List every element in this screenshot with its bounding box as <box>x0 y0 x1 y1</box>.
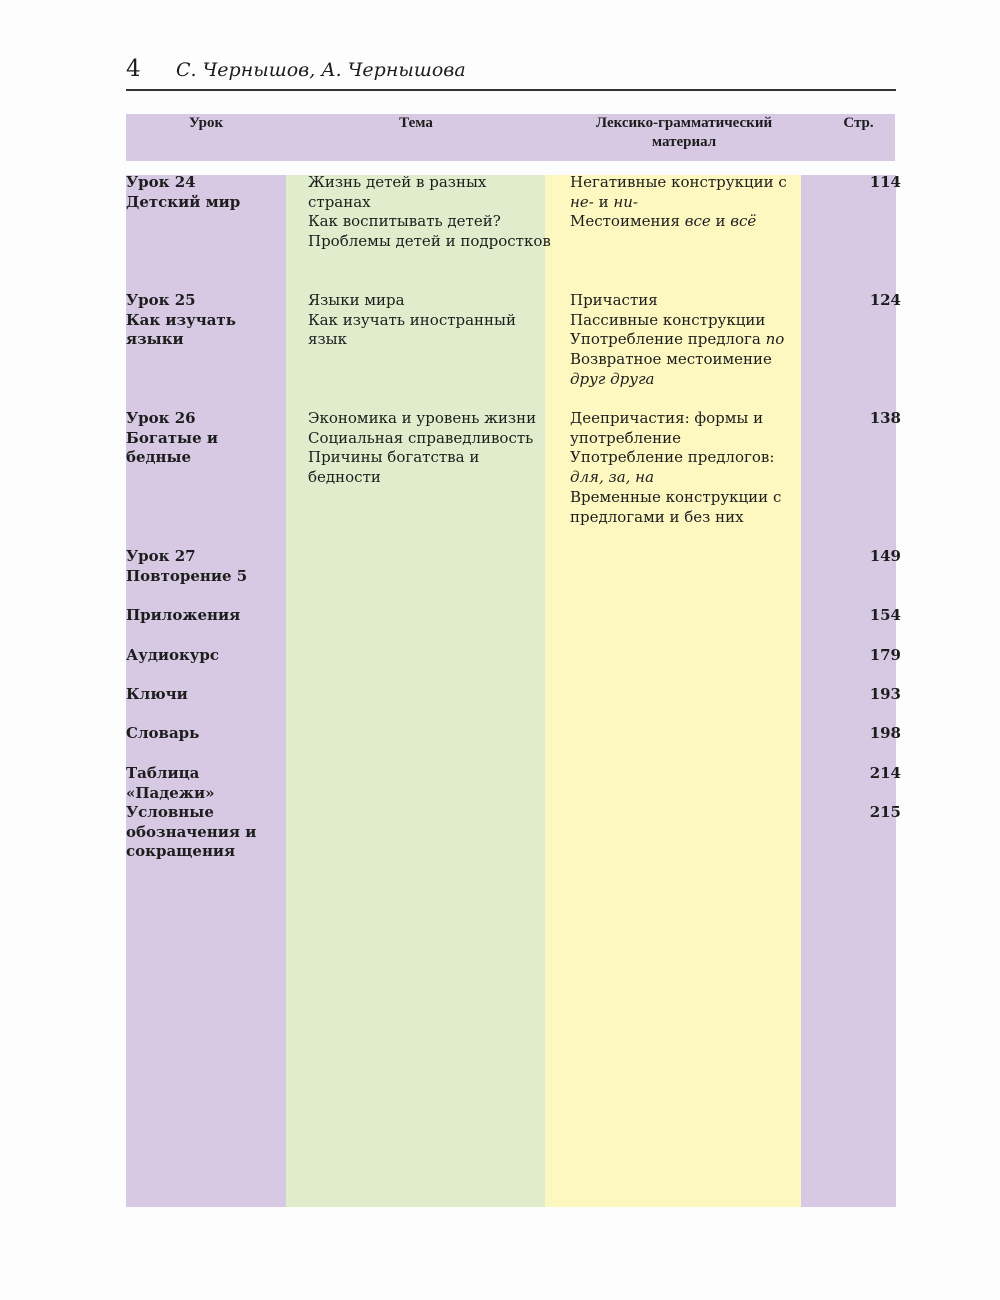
material-line <box>570 193 820 213</box>
material-line: Деепричастия: формы и <box>570 409 764 427</box>
material-text: и <box>593 192 614 211</box>
material-line: употребление <box>570 428 681 447</box>
topic-line: язык <box>308 330 347 349</box>
lesson-number: Урок 27 <box>126 547 196 565</box>
material-text: Местоимения <box>570 212 685 231</box>
section-title: Таблица «Падежи» <box>126 764 215 802</box>
column-header-lesson: Урок <box>188 115 224 131</box>
topic-cell <box>308 409 553 488</box>
material-cell <box>570 409 820 527</box>
column-header-material-line: Лексико-грамматический <box>595 115 773 131</box>
topic-cell <box>308 291 553 350</box>
lesson-cell <box>126 409 286 468</box>
page-number-cell: 215 <box>869 803 901 821</box>
topic-line: Социальная справедливость <box>308 428 534 447</box>
topic-line: Причины богатства и <box>308 448 480 467</box>
page-number: 4 <box>126 56 141 82</box>
material-line <box>570 370 820 390</box>
page-number-cell: 138 <box>869 409 901 427</box>
section-title-line: обозначения и <box>126 822 257 841</box>
topic-line: бедности <box>308 468 381 487</box>
header-rule <box>126 89 896 91</box>
material-line: Возвратное местоимение <box>570 350 772 369</box>
material-cell <box>570 173 820 232</box>
material-term: для, за, на <box>570 468 655 487</box>
topic-line: Как изучать иностранный <box>308 310 516 329</box>
page-number-cell: 179 <box>869 646 901 664</box>
material-line: Негативные конструкции с <box>570 173 787 191</box>
page-number-cell: 193 <box>869 685 901 703</box>
lesson-number: Урок 24 <box>126 173 196 191</box>
material-line: Причастия <box>570 291 658 309</box>
section-title-line: сокращения <box>126 842 236 861</box>
section-title: Аудиокурс <box>126 646 220 664</box>
lesson-title: Детский мир <box>126 192 241 211</box>
page-number-cell: 154 <box>869 606 901 624</box>
topic-line: Как воспитывать детей? <box>308 212 501 231</box>
material-line: Временные конструкции с <box>570 487 782 506</box>
material-cell <box>570 291 820 390</box>
lesson-title: Богатые и бедные <box>126 428 218 467</box>
material-text: Употребление предлога <box>570 330 766 349</box>
lesson-cell <box>126 547 286 586</box>
page-header <box>126 56 896 86</box>
column-header-material-line: материал <box>651 134 717 150</box>
topic-line: Жизнь детей в разных <box>308 173 487 191</box>
section-title-line: Условные <box>126 803 214 821</box>
material-term: всё <box>730 212 757 231</box>
authors: С. Чернышов, А. Чернышова <box>176 59 466 81</box>
table-header <box>126 114 895 161</box>
lesson-title: Как изучать языки <box>126 310 236 349</box>
section-title: Приложения <box>126 606 241 624</box>
topic-line: странах <box>308 192 371 211</box>
material-term: друг друга <box>570 369 655 388</box>
material-term: ни- <box>613 192 638 211</box>
page-number-cell: 214 <box>869 764 901 782</box>
material-term: все <box>684 212 711 231</box>
material-line <box>570 468 820 488</box>
page-number-cell: 198 <box>869 724 901 742</box>
section-title: Ключи <box>126 685 188 703</box>
lesson-number: Урок 26 <box>126 409 196 427</box>
column-header-topic: Тема <box>399 115 433 131</box>
column-header-page: Стр. <box>843 115 874 131</box>
material-term: по <box>765 330 785 349</box>
lesson-number: Урок 25 <box>126 291 196 309</box>
topic-line: Проблемы детей и подростков <box>308 232 551 251</box>
material-term: не- <box>570 192 594 211</box>
page-number-cell: 114 <box>869 173 901 191</box>
lesson-cell <box>126 291 286 350</box>
topic-line: Языки мира <box>308 291 405 309</box>
topic-cell <box>308 173 553 252</box>
lesson-title: Повторение 5 <box>126 566 248 585</box>
topic-line: Экономика и уровень жизни <box>308 409 537 427</box>
section-title <box>126 803 286 862</box>
section-title: Словарь <box>126 724 200 742</box>
page-number-cell: 149 <box>869 547 901 565</box>
lesson-cell <box>126 173 286 212</box>
material-line <box>570 212 820 232</box>
page-number-cell: 124 <box>869 291 901 309</box>
material-line <box>570 330 820 350</box>
column-header-material <box>546 114 822 152</box>
material-line: Пассивные конструкции <box>570 310 766 329</box>
material-text: и <box>710 212 731 231</box>
material-line: Употребление предлогов: <box>570 448 775 467</box>
material-line: предлогами и без них <box>570 507 744 526</box>
